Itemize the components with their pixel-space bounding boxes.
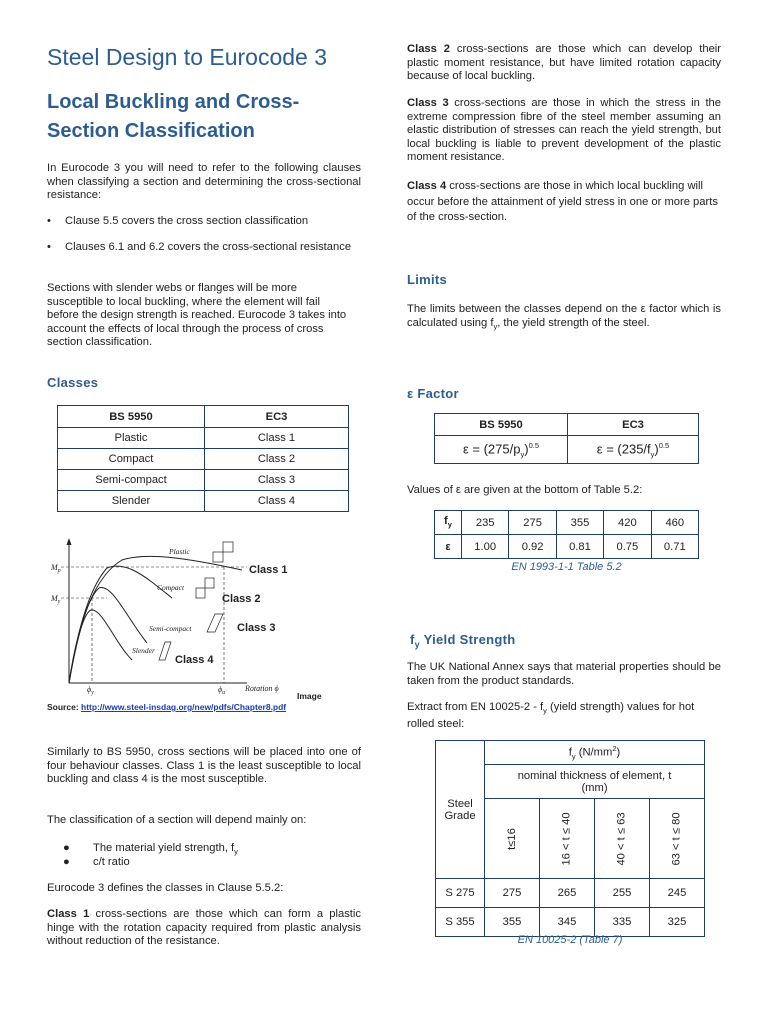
thickness-header: nominal thickness of element, t (mm) (485, 765, 705, 799)
table-cell: 255 (595, 879, 650, 908)
table-cell: 355 (485, 908, 540, 937)
table-cell: 335 (595, 908, 650, 937)
table-cell: 265 (540, 879, 595, 908)
table-cell: Class 4 (205, 491, 349, 512)
class2-paragraph (407, 43, 721, 84)
table-header: EC3 (205, 406, 349, 428)
section-heading-line2: Section Classification (47, 120, 255, 142)
classification-paragraph: The classification of a section will depend mainly on: (47, 814, 307, 826)
class4-paragraph (407, 179, 721, 226)
stress-block-class4 (159, 642, 171, 660)
similarly-paragraph: Similarly to BS 5950, cross sections will be placed into one of four behaviour classes. Class 1 is the least susceptible to local buckling and class 4 is the most susceptible. (47, 746, 361, 786)
thickness-col-header: t≤16 (485, 799, 540, 879)
y-axis-arrow (67, 538, 72, 545)
curve-label-plastic: Plastic (169, 547, 190, 556)
class-label-1: Class 1 (249, 564, 288, 576)
class1-definition: cross-sections are those which can form a plastic hinge with the rotation capacity required from plastic analysis without reduction of the resistance. (47, 908, 361, 948)
table-cell: 0.75 (604, 535, 651, 559)
thickness-col-header: 16 < t ≤ 40 (540, 799, 595, 879)
bullet-mark: ● (63, 856, 70, 868)
table-cell: 245 (650, 879, 705, 908)
epsilon-values-table (434, 510, 699, 559)
image-label: Image (297, 691, 322, 701)
table-cell: Compact (58, 449, 205, 470)
table-cell: 275 (509, 511, 556, 535)
epsilon-table (434, 413, 699, 464)
grade-cell: S 355 (436, 908, 485, 937)
section-heading (47, 88, 367, 146)
uk-annex-paragraph: The UK National Annex says that material properties should be taken from the product standards. (407, 661, 721, 687)
class1-term: Class 1 (47, 908, 90, 920)
class1-paragraph (47, 908, 361, 949)
bullet-text: Clauses 6.1 and 6.2 covers the cross-sectional resistance (65, 241, 352, 253)
table-cell: Slender (58, 491, 205, 512)
figure-source (47, 702, 286, 712)
table-cell: 420 (604, 511, 651, 535)
stress-block-class1 (213, 542, 233, 562)
table-header: EC3 (568, 414, 699, 436)
stress-block-class2 (196, 578, 214, 598)
table-header: BS 5950 (58, 406, 205, 428)
table-cell: 275 (485, 879, 540, 908)
curve-label-compact: Compact (157, 583, 185, 592)
source-link[interactable]: http://www.steel-insdag.org/new/pdfs/Chapter8.pdf (81, 702, 287, 712)
class3-definition: cross-sections are those in which the stress in the extreme compression fibre of the steel member assuming an elastic distribution of stresses can reach the yield strength, but local buckling is liable to prevent development of the plastic moment resistance. (407, 97, 721, 164)
table-cell: Plastic (58, 428, 205, 449)
class-label-3: Class 3 (237, 622, 276, 634)
dep-bullet-item (47, 842, 361, 856)
table-cell: 0.71 (651, 535, 698, 559)
table-cell: 345 (540, 908, 595, 937)
thickness-col-header: 63 < t ≤ 80 (650, 799, 705, 879)
classes-table (57, 405, 349, 512)
class-label-2: Class 2 (222, 593, 261, 605)
dep-bullet-item (47, 856, 361, 870)
table-cell: Semi-compact (58, 470, 205, 491)
yield-strength-table (435, 740, 705, 937)
fy-header: $f_y$ $(N/mm^2)$ (485, 741, 705, 765)
classes-heading: Classes (47, 375, 99, 390)
grade-cell: S 275 (436, 879, 485, 908)
table-cell: 325 (650, 908, 705, 937)
table-cell: 235 (462, 511, 509, 535)
ec3-paragraph: Eurocode 3 defines the classes in Clause 5.5.2: (47, 882, 284, 894)
class3-paragraph (407, 97, 721, 165)
moment-rotation-figure (47, 538, 347, 703)
bullet-item (47, 215, 361, 229)
bullet-text: c/t ratio (93, 856, 130, 868)
bullet-mark: ● (63, 842, 70, 854)
section-heading-line1: Local Buckling and Cross- (47, 91, 300, 113)
table-cell: 355 (556, 511, 603, 535)
values-paragraph: Values of ε are given at the bottom of Table 5.2: (407, 484, 643, 496)
slender-curve (69, 610, 132, 683)
extract-paragraph: Extract from EN $10025-2 - f_y$ (yield strength) values for hot rolled steel: (407, 701, 695, 730)
fy-row-label: $f_y$ (435, 511, 462, 535)
curve-label-semicompact: Semi-compact (149, 624, 192, 633)
epsilon-heading: ε Factor (407, 386, 459, 401)
table-header: BS 5950 (435, 414, 568, 436)
yield-caption: EN 10025-2 (Table 7) (517, 934, 623, 946)
table-cell: Class 3 (205, 470, 349, 491)
phi-y-label: $\phi_y$ (87, 685, 94, 696)
table-cell: Class 1 (205, 428, 349, 449)
mp-axis-label: $M_p$ (51, 563, 61, 574)
table-cell: 1.00 (462, 535, 509, 559)
steel-grade-header: Steel Grade (436, 741, 485, 879)
table-cell: Class 2 (205, 449, 349, 470)
table-cell: 0.92 (509, 535, 556, 559)
semicompact-curve (69, 588, 147, 683)
stress-block-class3 (207, 614, 223, 632)
bullet-mark: • (47, 241, 51, 253)
bullet-mark: • (47, 215, 51, 227)
thickness-col-header: 40 < t ≤ 63 (595, 799, 650, 879)
class4-definition: cross-sections are those in which local buckling will occur before the attainment of yield stress in one or more parts of the cross-section. (407, 180, 718, 223)
limits-heading: Limits (407, 272, 448, 287)
class2-term: Class 2 (407, 43, 450, 55)
bullet-text: The material yield strength, $f_y$ (93, 842, 238, 857)
table-cell: 0.81 (556, 535, 603, 559)
bullet-text: Clause 5.5 covers the cross section classification (65, 215, 309, 227)
class-label-4: Class 4 (175, 654, 214, 666)
slender-paragraph: Sections with slender webs or flanges will be more susceptible to local buckling, where the element will fail before the design strength is reached. Eurocode 3 takes into account the effects of local through the process of cross section classification. (47, 282, 347, 349)
class4-term: Class 4 (407, 180, 447, 192)
page-title: Steel Design to Eurocode 3 (47, 44, 328, 70)
limits-paragraph: The limits between the classes depend on the ε factor which is calculated using $f_y$, the yield strength of the steel. (407, 303, 721, 331)
yield-strength-heading: $f_y$ Yield Strength (410, 632, 516, 650)
table-cell: 460 (651, 511, 698, 535)
bullet-item (47, 241, 361, 269)
my-axis-label: $M_y$ (51, 594, 61, 605)
values-caption: EN 1993-1-1 Table 5.2 (511, 561, 622, 573)
rotation-axis-label: Rotation ϕ (245, 684, 279, 693)
source-label: Source: (47, 702, 79, 712)
intro-paragraph: In Eurocode 3 you will need to refer to the following clauses when classifying a section and determining the cross-sectional resistance: (47, 162, 361, 202)
class3-term: Class 3 (407, 97, 449, 109)
table-cell: $\varepsilon = (275/p_y)^{0.5}$ (435, 436, 568, 464)
class2-definition: cross-sections are those which can develop their plastic moment resistance, but have limited rotation capacity because of local buckling. (407, 43, 722, 83)
phi-u-label: $\phi_u$ (218, 685, 226, 696)
curve-label-slender: Slender (132, 646, 155, 655)
eps-row-label: ε (435, 535, 462, 559)
table-cell: $\varepsilon = (235/f_y)^{0.5}$ (568, 436, 699, 464)
plastic-curve (69, 556, 242, 683)
